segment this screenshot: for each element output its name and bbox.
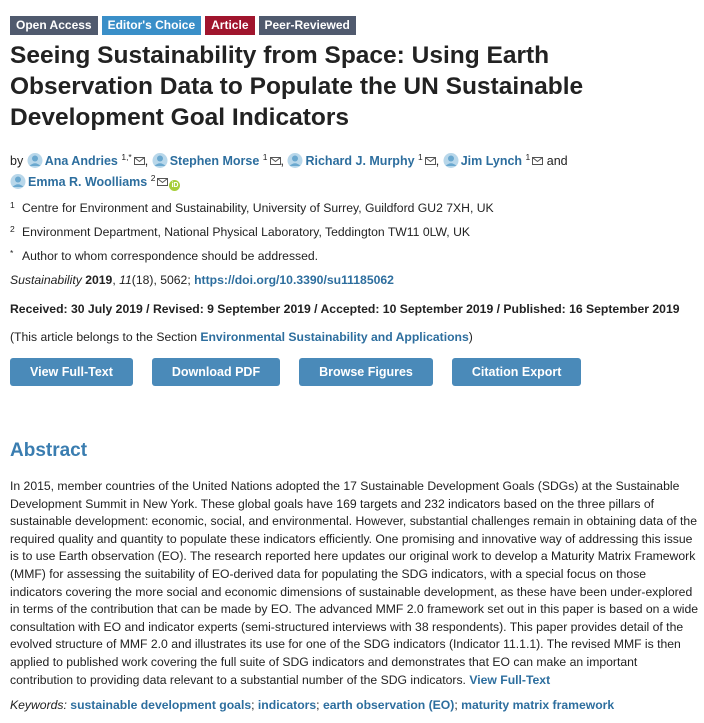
- mail-icon[interactable]: [134, 157, 145, 165]
- person-icon: [287, 153, 303, 168]
- section-suffix: ): [468, 330, 473, 344]
- mail-icon[interactable]: [270, 157, 281, 165]
- section-link[interactable]: Environmental Sustainability and Applications: [200, 330, 469, 344]
- citation-volume: 11: [119, 273, 132, 287]
- citation-export-button[interactable]: Citation Export: [452, 358, 582, 386]
- author-affiliation-marker: 1: [418, 152, 423, 162]
- author-name[interactable]: Stephen Morse: [169, 154, 260, 169]
- article-title: Seeing Sustainability from Space: Using Earth Observation Data to Populate the UN Sustainable Development Goal Indicators: [10, 42, 584, 131]
- browse-figures-button[interactable]: Browse Figures: [299, 358, 433, 386]
- author-name[interactable]: Emma R. Woolliams: [28, 175, 148, 190]
- keyword-link[interactable]: maturity matrix framework: [461, 698, 615, 712]
- affiliation-text: Author to whom correspondence should be addressed.: [22, 249, 319, 263]
- citation-year: 2019: [85, 273, 113, 287]
- affiliation-number: 2: [10, 224, 15, 234]
- badge-open-access[interactable]: Open Access: [10, 16, 98, 35]
- journal-name: Sustainability: [10, 273, 82, 287]
- download-pdf-button[interactable]: Download PDF: [152, 358, 280, 386]
- author-entry[interactable]: Stephen Morse $^1$ ,: [152, 154, 288, 168]
- abstract-full-text-link[interactable]: View Full-Text: [469, 672, 551, 687]
- citation-issue-pages: (18), 5062;: [131, 273, 191, 287]
- affiliation-list: [10, 195, 494, 267]
- doi-link[interactable]: https://doi.org/10.3390/su11185062: [194, 273, 394, 287]
- by-label: by: [10, 154, 24, 169]
- badge-article: Article: [205, 16, 254, 35]
- affiliation-number: 1: [10, 200, 15, 210]
- keywords-label: Keywords:: [10, 698, 67, 712]
- person-icon: [443, 153, 459, 168]
- person-icon: [27, 153, 43, 168]
- abstract-heading: Abstract: [10, 440, 88, 461]
- affiliation-item: [10, 195, 494, 219]
- keyword-link[interactable]: indicators: [257, 698, 317, 712]
- citation-line: Sustainability 2019, 11(18), 5062; https://doi.org/10.3390/su11185062: [10, 273, 394, 287]
- author-affiliation-marker: 1,*: [121, 152, 132, 162]
- author-entry[interactable]: Richard J. Murphy $^1$ ,: [287, 154, 442, 168]
- affiliation-item: [10, 219, 494, 243]
- author-affiliation-marker: 1: [262, 152, 268, 162]
- and-label: and: [546, 154, 568, 169]
- abstract-text: In 2015, member countries of the United Nations adopted the 17 Sustainable Development Goals (SDGs) at the Sustainable Development Summit in New York. These global goals have 169 targets and 232 indicators based on the three pillars of sustainable development: economic, social, and environmental. However, substantial challenges remain in obtaining data of the required quality and quantity to populate these indicators efficiently. One promising and innovative way of addressing this issue is to use Earth observation (EO). The research reported here updates our original work to develop a Maturity Matrix Framework (MMF) for assessing the suitability of EO-derived data for populating the SDG indicators, with a special focus on those indicators covering the more social and economic dimensions of sustainable development, as these have been under-explored in terms of the contribution that can be made by EO. The advanced MMF 2.0 framework set out in this paper is based on a wide consultation with EO and indicator experts (semi-structured interviews with 38 respondents). This paper provides detail of the evolved structure of MMF 2.0 and illustrates its use for one of the SDG indicators (Indicator 11.1.1). The revised MMF is then applied to published work covering the full suite of SDG indicators and demonstrates that EO can make an important contribution to providing data relevant to a substantial number of the SDG indicators.: [10, 479, 699, 687]
- keywords-line: Keywords: sustainable development goals; indicators; earth observation (EO); maturity matrix framework: [10, 698, 615, 712]
- person-icon: [152, 153, 168, 168]
- mail-icon[interactable]: [157, 178, 168, 186]
- badge-row: [10, 16, 356, 35]
- author-list: [10, 149, 700, 191]
- author-entry[interactable]: Ana Andries $^{1,*}$ ,: [27, 154, 152, 168]
- keyword-link[interactable]: sustainable development goals: [70, 698, 252, 712]
- affiliation-item: [10, 243, 494, 267]
- author-name[interactable]: Ana Andries: [44, 154, 118, 169]
- author-affiliation-marker: 2: [150, 173, 156, 184]
- affiliation-text: Environment Department, National Physical Laboratory, Teddington TW11 0LW, UK: [22, 225, 470, 239]
- mail-icon[interactable]: [532, 157, 543, 165]
- publication-dates: Received: 30 July 2019 / Revised: 9 September 2019 / Accepted: 10 September 2019 / Published: 16 September 2019: [10, 302, 680, 316]
- badge-peer-reviewed[interactable]: Peer-Reviewed: [259, 16, 356, 35]
- affiliation-number: *: [10, 248, 14, 258]
- keyword-link[interactable]: earth observation (EO): [322, 698, 455, 712]
- view-full-text-button[interactable]: View Full-Text: [10, 358, 133, 386]
- author-affiliation-marker: 1: [525, 152, 531, 162]
- abstract-body: [10, 478, 700, 689]
- affiliation-text: Centre for Environment and Sustainability, University of Surrey, Guildford GU2 7XH, UK: [22, 201, 494, 215]
- author-name[interactable]: Jim Lynch: [460, 154, 523, 169]
- section-note: [10, 330, 473, 344]
- badge-editors-choice[interactable]: Editor's Choice: [102, 16, 202, 35]
- section-prefix: (This article belongs to the Section: [10, 330, 201, 344]
- mail-icon[interactable]: [425, 157, 436, 165]
- orcid-icon[interactable]: iD: [171, 182, 179, 190]
- author-entry[interactable]: [443, 154, 547, 168]
- author-entry[interactable]: [10, 175, 180, 189]
- action-buttons: [10, 358, 581, 386]
- person-icon: [10, 174, 26, 189]
- author-name[interactable]: Richard J. Murphy: [305, 154, 415, 169]
